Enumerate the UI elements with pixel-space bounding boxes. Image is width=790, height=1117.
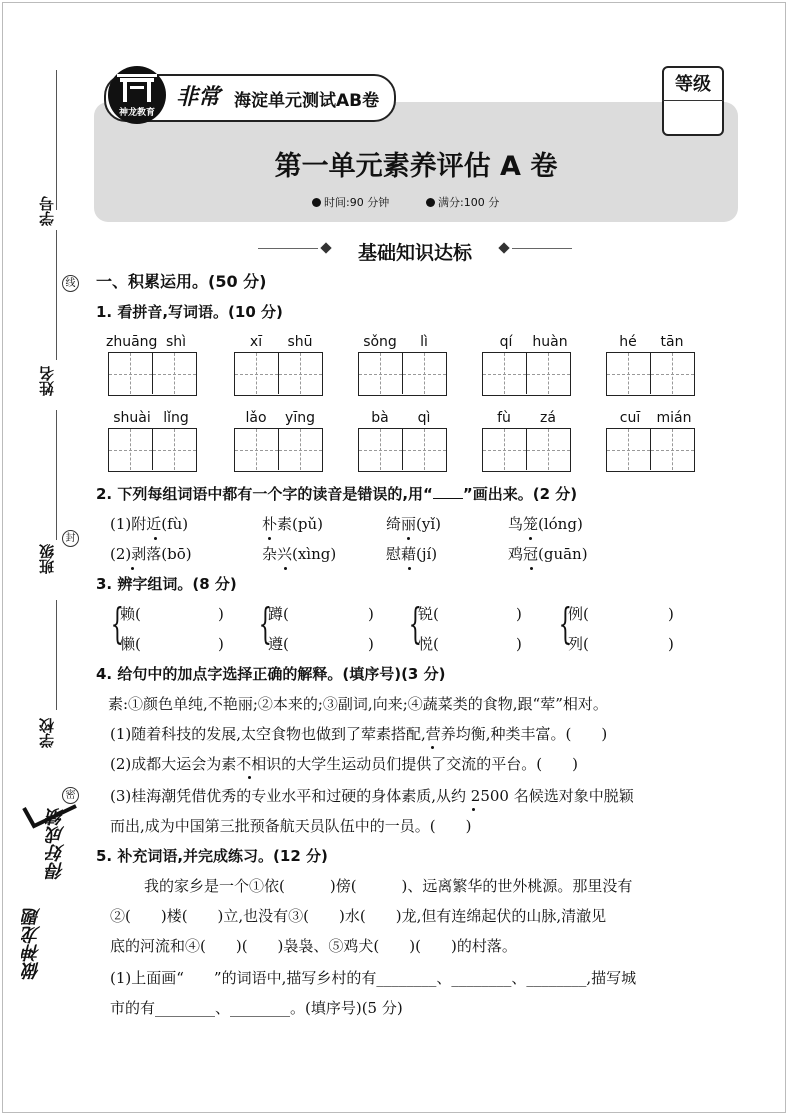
pinyin: mián [656,410,692,426]
q3-title [96,574,237,594]
pinyin: qí [499,334,513,350]
writing-grid[interactable] [234,428,323,472]
grade-divider [662,100,724,101]
pinyin: zhuāng [106,334,158,350]
q1-title-text: 1. 看拼音,写词语。(10 分) [96,303,283,321]
q4-title-text: 4. 给句中的加点字选择正确的解释。(填序号)(3 分) [96,665,446,683]
slogan-line-1: 做神龙题 [22,908,43,980]
margin-line [56,230,57,360]
pinyin: cuī [619,410,641,426]
q3-char: 锐( [418,605,439,623]
score-text: 满分:100 分 [438,196,500,209]
emphasis-dot [248,776,251,779]
logo-text: 神龙教育 [118,108,155,118]
emphasis-dot [431,746,434,749]
q3-close: ) [516,635,522,653]
q3-close: ) [668,605,674,623]
q2-item: 绮丽(yǐ) [386,515,441,533]
q2-item: 慰藉(jí) [386,545,438,563]
q3-close: ) [218,605,224,623]
q4-sentence: 而出,成为中国第三批预备航天员队伍中的一员。( ) [110,817,472,835]
q3-close: ) [368,635,374,653]
pinyin: tān [660,334,684,350]
q3-title-text: 3. 辨字组词。(8 分) [96,575,237,593]
emphasis-dot [530,567,533,570]
emphasis-dot [131,567,134,570]
section-title: 基础知识达标 [357,242,472,264]
q2-title-b: ”画出来。(2 分) [462,485,578,503]
emphasis-dot [408,567,411,570]
q2-title [96,484,577,504]
series-name: 海淀单元测试AB卷 [234,91,380,111]
writing-grid[interactable] [108,352,197,396]
class-label: 班级 [38,544,56,574]
writing-grid[interactable] [234,352,323,396]
writing-grid[interactable] [108,428,197,472]
seal-mark-seal: 封 [62,530,79,547]
pinyin: lì [420,334,428,350]
q3-close: ) [368,605,374,623]
margin-line [56,600,57,710]
publisher-logo [108,66,166,124]
time-text: 时间:90 分钟 [324,196,390,209]
q3-close: ) [516,605,522,623]
part-heading: 一、积累运用。(50 分) [96,272,267,291]
q3-char: 例( [568,605,589,623]
q3-char: 懒( [120,635,141,653]
pinyin: shū [287,334,313,350]
seal-mark-secret: 密 [62,787,79,804]
time-info [312,194,389,210]
writing-grid[interactable] [482,428,571,472]
pinyin: qì [417,410,431,426]
emphasis-dot [407,537,410,540]
q1-title [96,302,283,322]
brace: { [258,599,273,648]
grade-label: 等级 [675,74,711,95]
q4-sentence: (3)桂海潮凭借优秀的专业水平和过硬的身体素质,从约 2500 名候选对象中脱颖 [110,787,634,805]
brand-name: 非常 [176,85,221,110]
emphasis-dot [268,537,271,540]
q4-sentence: (1)随着科技的发展,太空食物也做到了荤素搭配,营养均衡,种类丰富。( ) [110,725,608,743]
gate-icon [108,66,166,106]
q2-title-a: 2. 下列每组词语中都有一个字的读音是错误的,用“ [96,485,433,503]
pinyin: lǎo [245,410,267,426]
pinyin: xī [249,334,263,350]
emphasis-dot [154,537,157,540]
emphasis-dot [284,567,287,570]
writing-grid[interactable] [606,428,695,472]
q2-item: 杂兴(xìng) [262,545,337,563]
q2-item: (2)剥落(bō) [110,545,192,563]
q3-close: ) [668,635,674,653]
clock-icon [312,198,321,207]
writing-grid[interactable] [606,352,695,396]
slogan-line-2: 得好成绩 [46,808,67,880]
brace: { [110,599,125,648]
q4-sentence: (2)成都大运会为素不相识的大学生运动员们提供了交流的平台。( ) [110,755,578,773]
pinyin: shì [165,334,187,350]
writing-grid[interactable] [358,352,447,396]
check-circle-icon [426,198,435,207]
q3-close: ) [218,635,224,653]
checkmark-icon [20,800,80,830]
brace: { [408,599,423,648]
q2-item: (1)附近(fù) [110,515,189,533]
margin-line [56,70,57,210]
pinyin: sǒng [363,334,397,350]
q3-char: 列( [568,635,589,653]
writing-grid[interactable] [482,352,571,396]
page-title: 第一单元素养评估 A 卷 [274,151,558,182]
emphasis-dot [529,537,532,540]
pinyin: fù [497,410,511,426]
score-info [426,194,499,210]
q2-item: 鸟笼(lóng) [508,515,583,533]
emphasis-dot [472,808,475,811]
q2-item: 朴素(pǔ) [262,515,323,533]
q5-paragraph: 底的河流和④( )( )袅袅、⑤鸡犬( )( )的村落。 [110,937,517,955]
pinyin: hé [619,334,637,350]
pinyin: zá [540,410,556,426]
writing-grid[interactable] [358,428,447,472]
q5-paragraph: ②( )楼( )立,也没有③( )水( )龙,但有连绵起伏的山脉,清澈见 [110,907,607,925]
q5-title-text: 5. 补充词语,并完成练习。(12 分) [96,847,328,865]
q5-title [96,846,328,866]
q3-char: 遵( [268,635,289,653]
q5-subquestion: 市的有________、________。(填序号)(5 分) [110,999,403,1017]
name-label: 姓名 [38,366,56,396]
pinyin: huàn [532,334,568,350]
q5-subquestion: (1)上面画“ ”的词语中,描写乡村的有________、________、________,描写城 [110,969,637,987]
pinyin: yīng [285,410,315,426]
school-label: 学校 [38,718,56,748]
margin-line [56,410,57,540]
q4-title [96,664,445,684]
q3-char: 蹲( [268,605,289,623]
q4-definitions: 素:①颜色单纯,不艳丽;②本来的;③副词,向来;④蔬菜类的食物,跟“荤”相对。 [108,695,608,713]
brace: { [558,599,573,648]
pinyin: bà [371,410,389,426]
q3-char: 悦( [418,635,439,653]
seal-mark-line: 线 [62,275,79,292]
pinyin: lǐng [163,410,189,426]
student-id-label: 学号 [38,196,56,226]
underline-sample [433,486,463,499]
pinyin: shuài [113,410,151,426]
q3-char: 赖( [120,605,141,623]
slogan [18,808,68,1078]
q2-item: 鸡冠(guān) [508,545,588,563]
q5-paragraph: 我的家乡是一个①依( )傍( )、远离繁华的世外桃源。那里没有 [144,877,633,895]
